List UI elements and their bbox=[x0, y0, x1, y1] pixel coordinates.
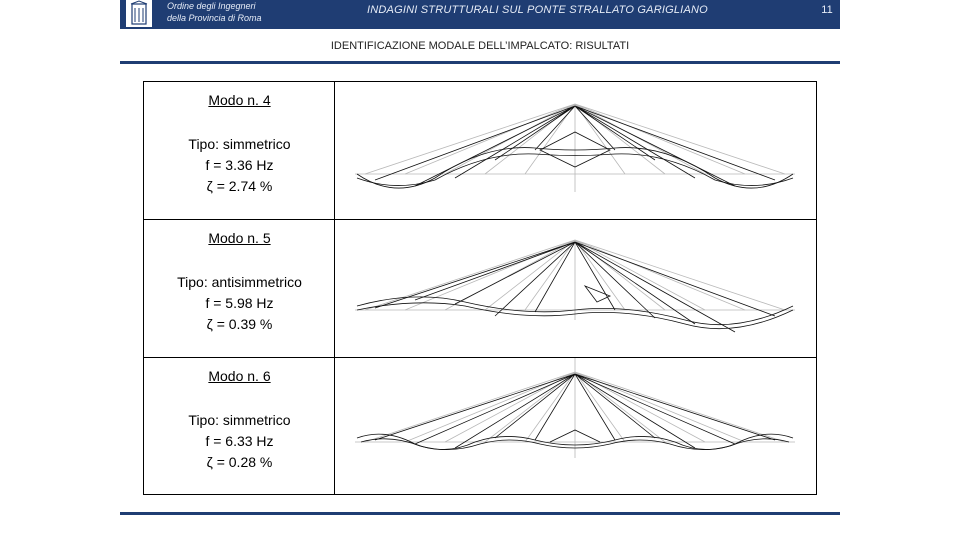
mode-6-frequency: f = 6.33 Hz bbox=[205, 433, 274, 449]
bottom-divider bbox=[120, 512, 840, 515]
mode-6-label: Modo n. 6 bbox=[208, 368, 271, 384]
mode-4-details bbox=[144, 134, 335, 197]
org-line-2: della Provincia di Roma bbox=[167, 13, 262, 23]
mode-4-info-cell bbox=[144, 82, 335, 219]
mode-4-shape-plot bbox=[335, 82, 816, 219]
header-title: INDAGINI STRUTTURALI SUL PONTE STRALLATO GARIGLIANO bbox=[367, 4, 708, 16]
logo-icon bbox=[126, 0, 152, 27]
mode-5-label: Modo n. 5 bbox=[208, 230, 271, 246]
mode-4-type: Tipo: simmetrico bbox=[188, 136, 291, 152]
mode-5-shape-plot bbox=[335, 220, 816, 357]
mode-5-damping: ζ = 0.39 % bbox=[206, 316, 273, 332]
mode-4-damping: ζ = 2.74 % bbox=[206, 178, 273, 194]
mode-5-info-cell bbox=[144, 220, 335, 357]
mode-5-type: Tipo: antisimmetrico bbox=[177, 274, 302, 290]
mode-5-details bbox=[144, 272, 335, 335]
org-line-1: Ordine degli Ingegneri bbox=[167, 1, 256, 11]
results-table bbox=[143, 81, 817, 495]
page-number: 11 bbox=[821, 4, 833, 16]
mode-6-type: Tipo: simmetrico bbox=[188, 412, 291, 428]
mode-6-info-cell bbox=[144, 358, 335, 494]
mode-4-frequency: f = 3.36 Hz bbox=[205, 157, 274, 173]
slide-subtitle: IDENTIFICAZIONE MODALE DELL’IMPALCATO: RISULTATI bbox=[330, 40, 630, 52]
organization-name bbox=[167, 0, 262, 24]
mode-4-label: Modo n. 4 bbox=[208, 92, 271, 108]
mode-6-details bbox=[144, 410, 335, 473]
mode-6-damping: ζ = 0.28 % bbox=[206, 454, 273, 470]
mode-6-shape-plot bbox=[335, 358, 816, 494]
mode-5-frequency: f = 5.98 Hz bbox=[205, 295, 274, 311]
top-divider bbox=[120, 61, 840, 64]
